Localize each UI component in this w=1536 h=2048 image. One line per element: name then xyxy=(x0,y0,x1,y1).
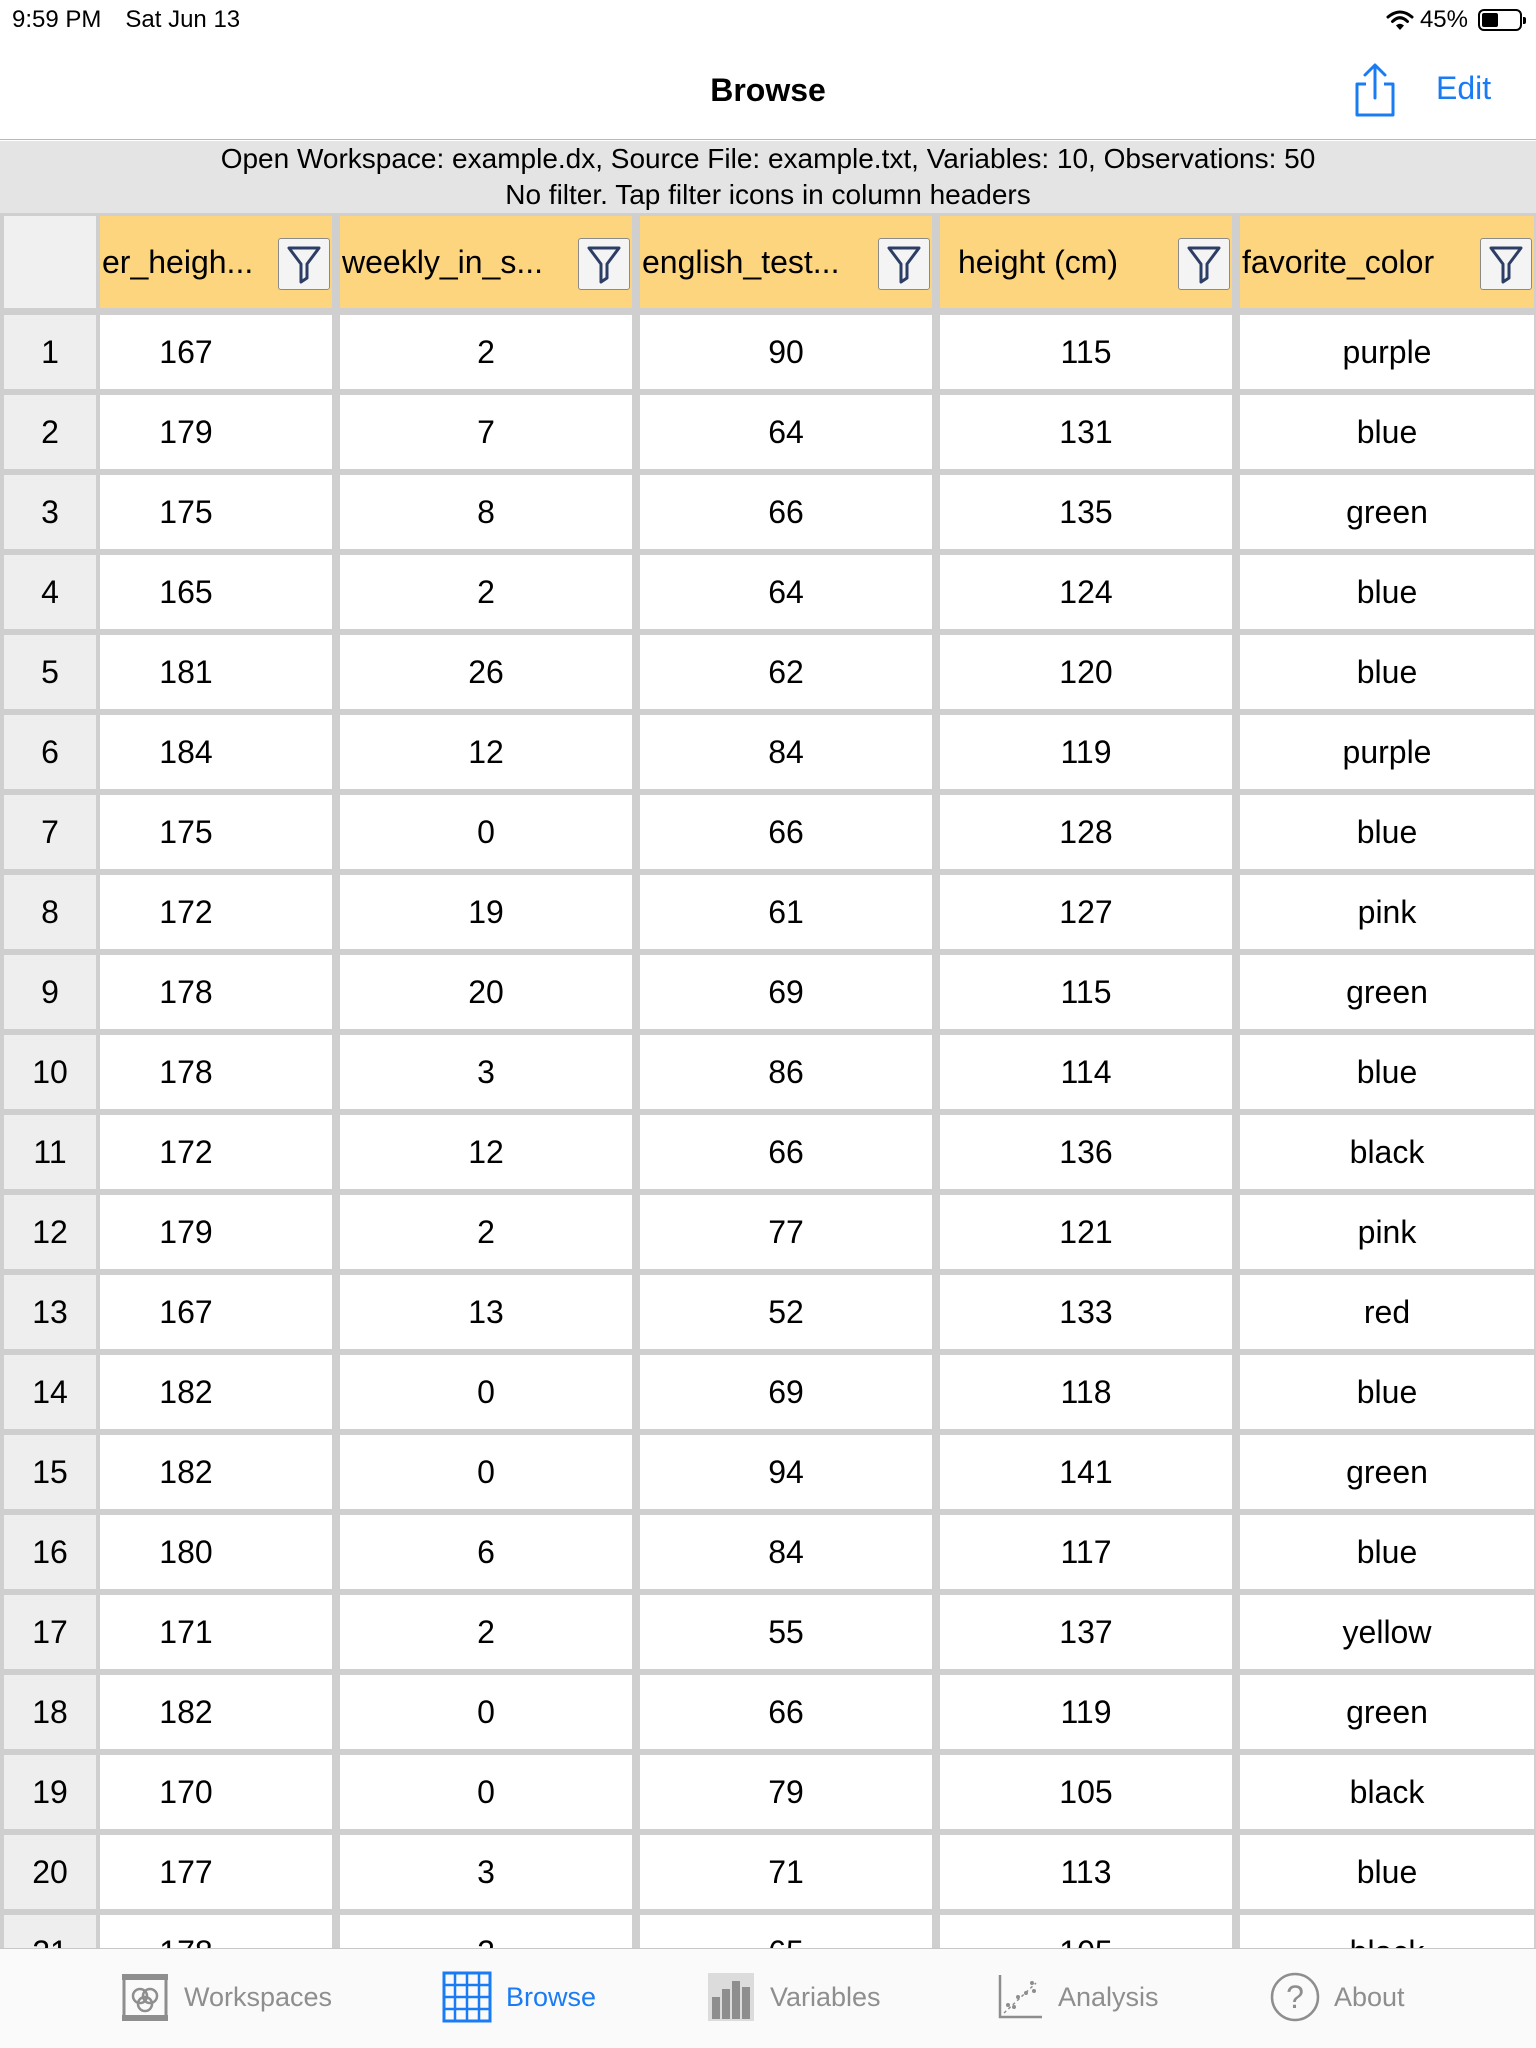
table-cell[interactable]: 115 xyxy=(940,315,1232,389)
column-header-label: er_heigh... xyxy=(102,243,254,280)
table-cell[interactable]: 131 xyxy=(940,395,1232,469)
table-cell[interactable]: 66 xyxy=(640,1115,932,1189)
column-header-label: favorite_color xyxy=(1242,243,1435,280)
table-cell[interactable]: 0 xyxy=(340,1355,632,1429)
table-cell[interactable]: 117 xyxy=(940,1515,1232,1589)
row-number: 5 xyxy=(4,635,96,709)
table-cell[interactable]: 0 xyxy=(340,795,632,869)
table-cell[interactable]: purple xyxy=(1240,715,1534,789)
filter-icon xyxy=(886,244,922,284)
battery-icon xyxy=(1478,9,1522,31)
table-cell[interactable]: blue xyxy=(1240,555,1534,629)
table-cell[interactable]: 175 xyxy=(100,475,332,549)
share-button[interactable] xyxy=(1352,62,1398,118)
table-cell[interactable]: 175 xyxy=(100,795,332,869)
column-filter-button[interactable] xyxy=(1480,238,1532,290)
svg-text:?: ? xyxy=(1286,1979,1304,2015)
row-number: 19 xyxy=(4,1755,96,1829)
table-cell[interactable]: 177 xyxy=(100,1835,332,1909)
table-cell[interactable]: 184 xyxy=(100,715,332,789)
table-cell[interactable]: 137 xyxy=(940,1595,1232,1669)
table-cell[interactable]: 26 xyxy=(340,635,632,709)
tab-label: Browse xyxy=(506,1981,597,2012)
column-header[interactable] xyxy=(640,216,932,308)
table-cell[interactable]: black xyxy=(1240,1115,1534,1189)
table-cell[interactable]: 8 xyxy=(340,475,632,549)
table-cell[interactable]: 182 xyxy=(100,1675,332,1749)
row-number: 17 xyxy=(4,1595,96,1669)
table-cell[interactable]: 114 xyxy=(940,1035,1232,1109)
table-cell[interactable]: 0 xyxy=(340,1755,632,1829)
table-cell[interactable]: blue xyxy=(1240,635,1534,709)
table-cell[interactable]: green xyxy=(1240,475,1534,549)
table-cell[interactable]: 69 xyxy=(640,955,932,1029)
table-cell[interactable]: 86 xyxy=(640,1035,932,1109)
table-cell[interactable]: purple xyxy=(1240,315,1534,389)
table-cell[interactable]: green xyxy=(1240,1675,1534,1749)
grid-icon xyxy=(442,1971,492,2023)
table-cell[interactable]: 52 xyxy=(640,1275,932,1349)
table-cell[interactable]: 141 xyxy=(940,1435,1232,1509)
table-cell[interactable]: 12 xyxy=(340,715,632,789)
table-cell[interactable]: yellow xyxy=(1240,1595,1534,1669)
scatter-plot-icon xyxy=(994,1971,1044,2023)
table-cell[interactable]: 167 xyxy=(100,1275,332,1349)
table-cell[interactable]: 94 xyxy=(640,1435,932,1509)
table-cell[interactable]: 64 xyxy=(640,395,932,469)
table-cell[interactable]: 71 xyxy=(640,1835,932,1909)
row-number: 2 xyxy=(4,395,96,469)
row-number: 3 xyxy=(4,475,96,549)
table-cell[interactable]: black xyxy=(1240,1755,1534,1829)
table-cell[interactable]: 135 xyxy=(940,475,1232,549)
row-number: 9 xyxy=(4,955,96,1029)
filter-icon xyxy=(586,244,622,284)
row-number: 12 xyxy=(4,1195,96,1269)
table-cell[interactable]: 84 xyxy=(640,1515,932,1589)
tab-label: Analysis xyxy=(1058,1981,1159,2012)
table-cell[interactable]: 6 xyxy=(340,1515,632,1589)
table-cell[interactable]: 90 xyxy=(640,315,932,389)
row-number: 1 xyxy=(4,315,96,389)
table-cell[interactable]: 178 xyxy=(100,1035,332,1109)
table-cell[interactable]: 127 xyxy=(940,875,1232,949)
table-cell[interactable]: 171 xyxy=(100,1595,332,1669)
table-cell[interactable]: 19 xyxy=(340,875,632,949)
row-number: 11 xyxy=(4,1115,96,1189)
battery-percent: 45% xyxy=(1419,6,1468,33)
table-cell[interactable]: 2 xyxy=(340,1595,632,1669)
row-number: 6 xyxy=(4,715,96,789)
table-cell[interactable]: blue xyxy=(1240,1835,1534,1909)
table-cell[interactable]: green xyxy=(1240,1435,1534,1509)
table-cell[interactable]: 136 xyxy=(940,1115,1232,1189)
table-cell[interactable]: 113 xyxy=(940,1835,1232,1909)
row-number: 13 xyxy=(4,1275,96,1349)
row-number: 18 xyxy=(4,1675,96,1749)
table-cell[interactable]: 64 xyxy=(640,555,932,629)
data-grid[interactable] xyxy=(0,213,1536,1948)
tab-about[interactable] xyxy=(1270,1971,1405,2023)
table-cell[interactable]: 115 xyxy=(940,955,1232,1029)
column-header-label: english_test... xyxy=(642,243,840,280)
column-filter-button[interactable] xyxy=(1178,238,1230,290)
table-cell[interactable]: 0 xyxy=(340,1675,632,1749)
table-cell[interactable]: 55 xyxy=(640,1595,932,1669)
column-header-label: weekly_in_s... xyxy=(342,243,543,280)
table-cell[interactable]: 13 xyxy=(340,1275,632,1349)
share-icon xyxy=(1352,62,1398,118)
battery-level xyxy=(1482,13,1498,27)
table-cell[interactable]: 178 xyxy=(100,955,332,1029)
filter-icon xyxy=(1488,244,1524,284)
table-cell[interactable]: green xyxy=(1240,955,1534,1029)
table-cell[interactable]: 79 xyxy=(640,1755,932,1829)
table-cell[interactable]: 7 xyxy=(340,395,632,469)
table-cell[interactable]: 124 xyxy=(940,555,1232,629)
table-cell[interactable]: 3 xyxy=(340,1835,632,1909)
row-number: 4 xyxy=(4,555,96,629)
table-cell[interactable]: 3 xyxy=(340,1035,632,1109)
table-cell[interactable]: 105 xyxy=(940,1755,1232,1829)
table-cell[interactable]: blue xyxy=(1240,1355,1534,1429)
tab-label: About xyxy=(1334,1981,1405,2012)
tab-workspaces[interactable] xyxy=(120,1971,332,2023)
table-cell[interactable]: 181 xyxy=(100,635,332,709)
table-cell[interactable]: 133 xyxy=(940,1275,1232,1349)
table-cell[interactable]: 119 xyxy=(940,715,1232,789)
column-header-label: height (cm) xyxy=(958,243,1119,280)
row-number: 10 xyxy=(4,1035,96,1109)
table-cell[interactable]: 167 xyxy=(100,315,332,389)
row-number: 14 xyxy=(4,1355,96,1429)
table-cell[interactable]: pink xyxy=(1240,875,1534,949)
table-cell[interactable]: 182 xyxy=(100,1435,332,1509)
tab-label: Workspaces xyxy=(184,1981,333,2012)
page-title: Browse xyxy=(710,72,826,108)
table-cell[interactable]: 170 xyxy=(100,1755,332,1829)
table-cell[interactable]: 0 xyxy=(340,1435,632,1509)
table-corner-cell xyxy=(4,216,96,308)
table-cell[interactable]: 20 xyxy=(340,955,632,1029)
tab-bar xyxy=(0,1948,1536,2048)
column-filter-button[interactable] xyxy=(278,238,330,290)
row-number: 7 xyxy=(4,795,96,869)
wifi-icon xyxy=(1386,9,1414,31)
table-cell[interactable]: 77 xyxy=(640,1195,932,1269)
bar-chart-icon xyxy=(706,1971,756,2023)
tab-label: Variables xyxy=(770,1981,881,2012)
table-cell[interactable]: 61 xyxy=(640,875,932,949)
column-header[interactable] xyxy=(100,216,332,308)
table-cell[interactable]: blue xyxy=(1240,395,1534,469)
table-cell[interactable]: 2 xyxy=(340,555,632,629)
table-cell[interactable]: 119 xyxy=(940,1675,1232,1749)
table-cell[interactable]: 2 xyxy=(340,315,632,389)
table-cell[interactable]: 66 xyxy=(640,475,932,549)
table-cell[interactable]: 182 xyxy=(100,1355,332,1429)
column-header[interactable] xyxy=(1240,216,1534,308)
tab-browse[interactable] xyxy=(442,1971,596,2023)
table-cell[interactable]: pink xyxy=(1240,1195,1534,1269)
status-bar xyxy=(0,0,1536,40)
table-cell[interactable]: 165 xyxy=(100,555,332,629)
row-number: 16 xyxy=(4,1515,96,1589)
workspace-info-banner xyxy=(0,141,1536,213)
column-filter-button[interactable] xyxy=(878,238,930,290)
tab-variables[interactable] xyxy=(706,1971,881,2023)
workspaces-icon xyxy=(120,1971,170,2023)
table-cell[interactable]: 118 xyxy=(940,1355,1232,1429)
row-number: 20 xyxy=(4,1835,96,1909)
tab-analysis[interactable] xyxy=(994,1971,1159,2023)
table-cell[interactable]: 179 xyxy=(100,1195,332,1269)
filter-info-line: No filter. Tap filter icons in column headers xyxy=(505,179,1031,210)
column-filter-button[interactable] xyxy=(578,238,630,290)
edit-button[interactable]: Edit xyxy=(1436,70,1492,106)
table-cell[interactable]: 84 xyxy=(640,715,932,789)
column-header[interactable] xyxy=(340,216,632,308)
table-cell[interactable]: 179 xyxy=(100,395,332,469)
table-cell[interactable]: 66 xyxy=(640,795,932,869)
table-cell[interactable]: 62 xyxy=(640,635,932,709)
table-cell[interactable]: 66 xyxy=(640,1675,932,1749)
column-header[interactable] xyxy=(940,216,1232,308)
table-cell[interactable]: blue xyxy=(1240,1035,1534,1109)
navigation-bar xyxy=(0,40,1536,140)
help-icon xyxy=(1270,1971,1320,2023)
filter-icon xyxy=(286,244,322,284)
row-number: 15 xyxy=(4,1435,96,1509)
table-cell[interactable]: 128 xyxy=(940,795,1232,869)
filter-icon xyxy=(1186,244,1222,284)
table-cell[interactable]: 172 xyxy=(100,875,332,949)
workspace-info-line: Open Workspace: example.dx, Source File: example.txt, Variables: 10, Observations: 50 xyxy=(220,143,1316,174)
row-number: 8 xyxy=(4,875,96,949)
table-cell[interactable]: blue xyxy=(1240,795,1534,869)
table-cell[interactable]: blue xyxy=(1240,1515,1534,1589)
table-cell[interactable]: 69 xyxy=(640,1355,932,1429)
table-cell[interactable]: 180 xyxy=(100,1515,332,1589)
table-cell[interactable]: 12 xyxy=(340,1115,632,1189)
table-cell[interactable]: 120 xyxy=(940,635,1232,709)
table-cell[interactable]: 121 xyxy=(940,1195,1232,1269)
table-cell[interactable]: 172 xyxy=(100,1115,332,1189)
table-cell[interactable]: 2 xyxy=(340,1195,632,1269)
table-cell[interactable]: red xyxy=(1240,1275,1534,1349)
status-date: Sat Jun 13 xyxy=(125,6,241,33)
status-time: 9:59 PM xyxy=(12,6,102,33)
